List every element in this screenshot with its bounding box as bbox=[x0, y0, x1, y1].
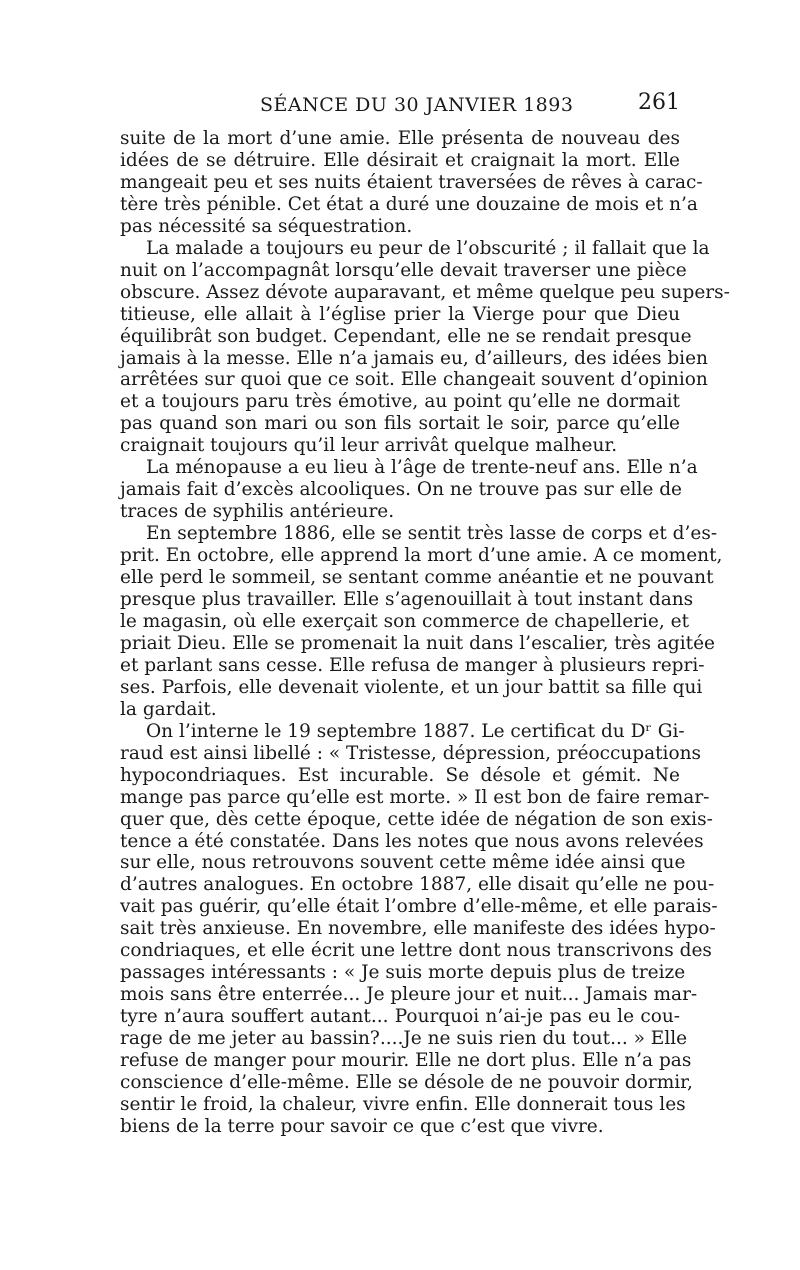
text-line: craignait toujours qu’il leur arrivât quelque malheur. bbox=[120, 435, 618, 457]
text-line: tère très pénible. Cet état a duré une douzaine de mois et n’a bbox=[120, 193, 698, 215]
text-line: refuse de manger pour mourir. Elle ne dort plus. Elle n’a pas bbox=[120, 1050, 692, 1072]
text-line: rage de me jeter au bassin?....Je ne suis rien du tout... » Elle bbox=[120, 1028, 688, 1050]
text-line: et parlant sans cesse. Elle refusa de manger à plusieurs repri- bbox=[120, 654, 705, 676]
text-line: arrêtées sur quoi que ce soit. Elle changeait souvent d’opinion bbox=[120, 369, 708, 391]
body-text bbox=[120, 128, 730, 1138]
text-line: mangeait peu et ses nuits étaient traversées de rêves à carac- bbox=[120, 171, 703, 193]
text-line: pas quand son mari ou son fils sortait le soir, parce qu’elle bbox=[120, 413, 680, 435]
text-line: nuit on l’accompagnât lorsqu’elle devait traverser une pièce bbox=[120, 259, 687, 281]
text-line: mange pas parce qu’elle est morte. » Il est bon de faire remar- bbox=[120, 786, 710, 808]
text-line: jamais fait d’excès alcooliques. On ne trouve pas sur elle de bbox=[120, 479, 683, 501]
text-line: On l’interne le 19 septembre 1887. Le certificat du Dʳ Gi- bbox=[146, 720, 685, 742]
text-line: le magasin, où elle exerçait son commerce de chapellerie, et bbox=[120, 610, 690, 632]
text-line: La ménopause a eu lieu à l’âge de trente-neuf ans. Elle n’a bbox=[146, 457, 698, 479]
text-line: raud est ainsi libellé : « Tristesse, dépression, préoccupations bbox=[120, 742, 702, 764]
text-line: conscience d’elle-même. Elle se désole de ne pouvoir dormir, bbox=[120, 1071, 693, 1093]
running-title: SÉANCE DU 30 JANVIER 1893 bbox=[260, 94, 574, 116]
text-line: elle perd le sommeil, se sentant comme anéantie et ne pouvant bbox=[120, 567, 714, 589]
text-line: passages intéressants : « Je suis morte depuis plus de treize bbox=[120, 962, 686, 984]
text-line: obscure. Assez dévote auparavant, et même quelque peu supers- bbox=[120, 281, 730, 303]
paragraph bbox=[120, 237, 730, 458]
text-line: presque plus travailler. Elle s’agenouillait à tout instant dans bbox=[120, 589, 694, 611]
paragraph bbox=[120, 457, 698, 523]
text-line: jamais à la messe. Elle n’a jamais eu, d’ailleurs, des idées bien bbox=[120, 347, 708, 369]
page-number: 261 bbox=[638, 90, 680, 115]
text-line: biens de la terre pour savoir ce que c’est que vivre. bbox=[120, 1115, 604, 1137]
text-line: titieuse, elle allait à l’église prier la Vierge pour que Dieu bbox=[120, 303, 680, 325]
text-line: pas nécessité sa séquestration. bbox=[120, 215, 413, 237]
text-line: ses. Parfois, elle devenait violente, et un jour battit sa fille qui bbox=[120, 676, 703, 698]
text-line: sentir le froid, la chaleur, vivre enfin. Elle donnerait tous les bbox=[120, 1093, 686, 1115]
text-line: prit. En octobre, elle apprend la mort d’une amie. A ce moment, bbox=[120, 545, 723, 567]
text-line: vait pas guérir, qu’elle était l’ombre d’elle-même, et elle parais- bbox=[120, 896, 718, 918]
text-line: La malade a toujours eu peur de l’obscurité ; il fallait que la bbox=[146, 237, 710, 259]
text-line: hypocondriaques. Est incurable. Se désole et gémit. Ne bbox=[120, 764, 680, 786]
text-line: priait Dieu. Elle se promenait la nuit dans l’escalier, très agitée bbox=[120, 632, 715, 654]
text-line: d’autres analogues. En octobre 1887, elle disait qu’elle ne pou- bbox=[120, 874, 715, 896]
text-line: En septembre 1886, elle se sentit très lasse de corps et d’es- bbox=[146, 523, 718, 545]
text-line: mois sans être enterrée... Je pleure jour et nuit... Jamais mar- bbox=[120, 984, 698, 1006]
text-line: sait très anxieuse. En novembre, elle manifeste des idées hypo- bbox=[120, 918, 716, 940]
text-line: traces de syphilis antérieure. bbox=[120, 501, 395, 523]
text-line: tence a été constatée. Dans les notes que nous avons relevées bbox=[120, 830, 704, 852]
paragraph bbox=[120, 720, 718, 1138]
paragraph bbox=[120, 128, 703, 238]
text-line: sur elle, nous retrouvons souvent cette même idée ainsi que bbox=[120, 852, 686, 874]
paragraph bbox=[120, 523, 723, 721]
text-line: quer que, dès cette époque, cette idée de négation de son exis- bbox=[120, 808, 713, 830]
text-line: la gardait. bbox=[120, 698, 217, 720]
text-line: condriaques, et elle écrit une lettre dont nous transcrivons des bbox=[120, 940, 712, 962]
text-line: et a toujours paru très émotive, au point qu’elle ne dormait bbox=[120, 391, 680, 413]
text-line: idées de se détruire. Elle désirait et craignait la mort. Elle bbox=[120, 149, 680, 171]
text-line: tyre n’aura souffert autant... Pourquoi n’ai-je pas eu le cou- bbox=[120, 1006, 680, 1028]
text-line: suite de la mort d’une amie. Elle présenta de nouveau des bbox=[120, 128, 680, 149]
text-line: équilibrât son budget. Cependant, elle ne se rendait presque bbox=[120, 325, 692, 347]
running-head bbox=[120, 90, 680, 120]
